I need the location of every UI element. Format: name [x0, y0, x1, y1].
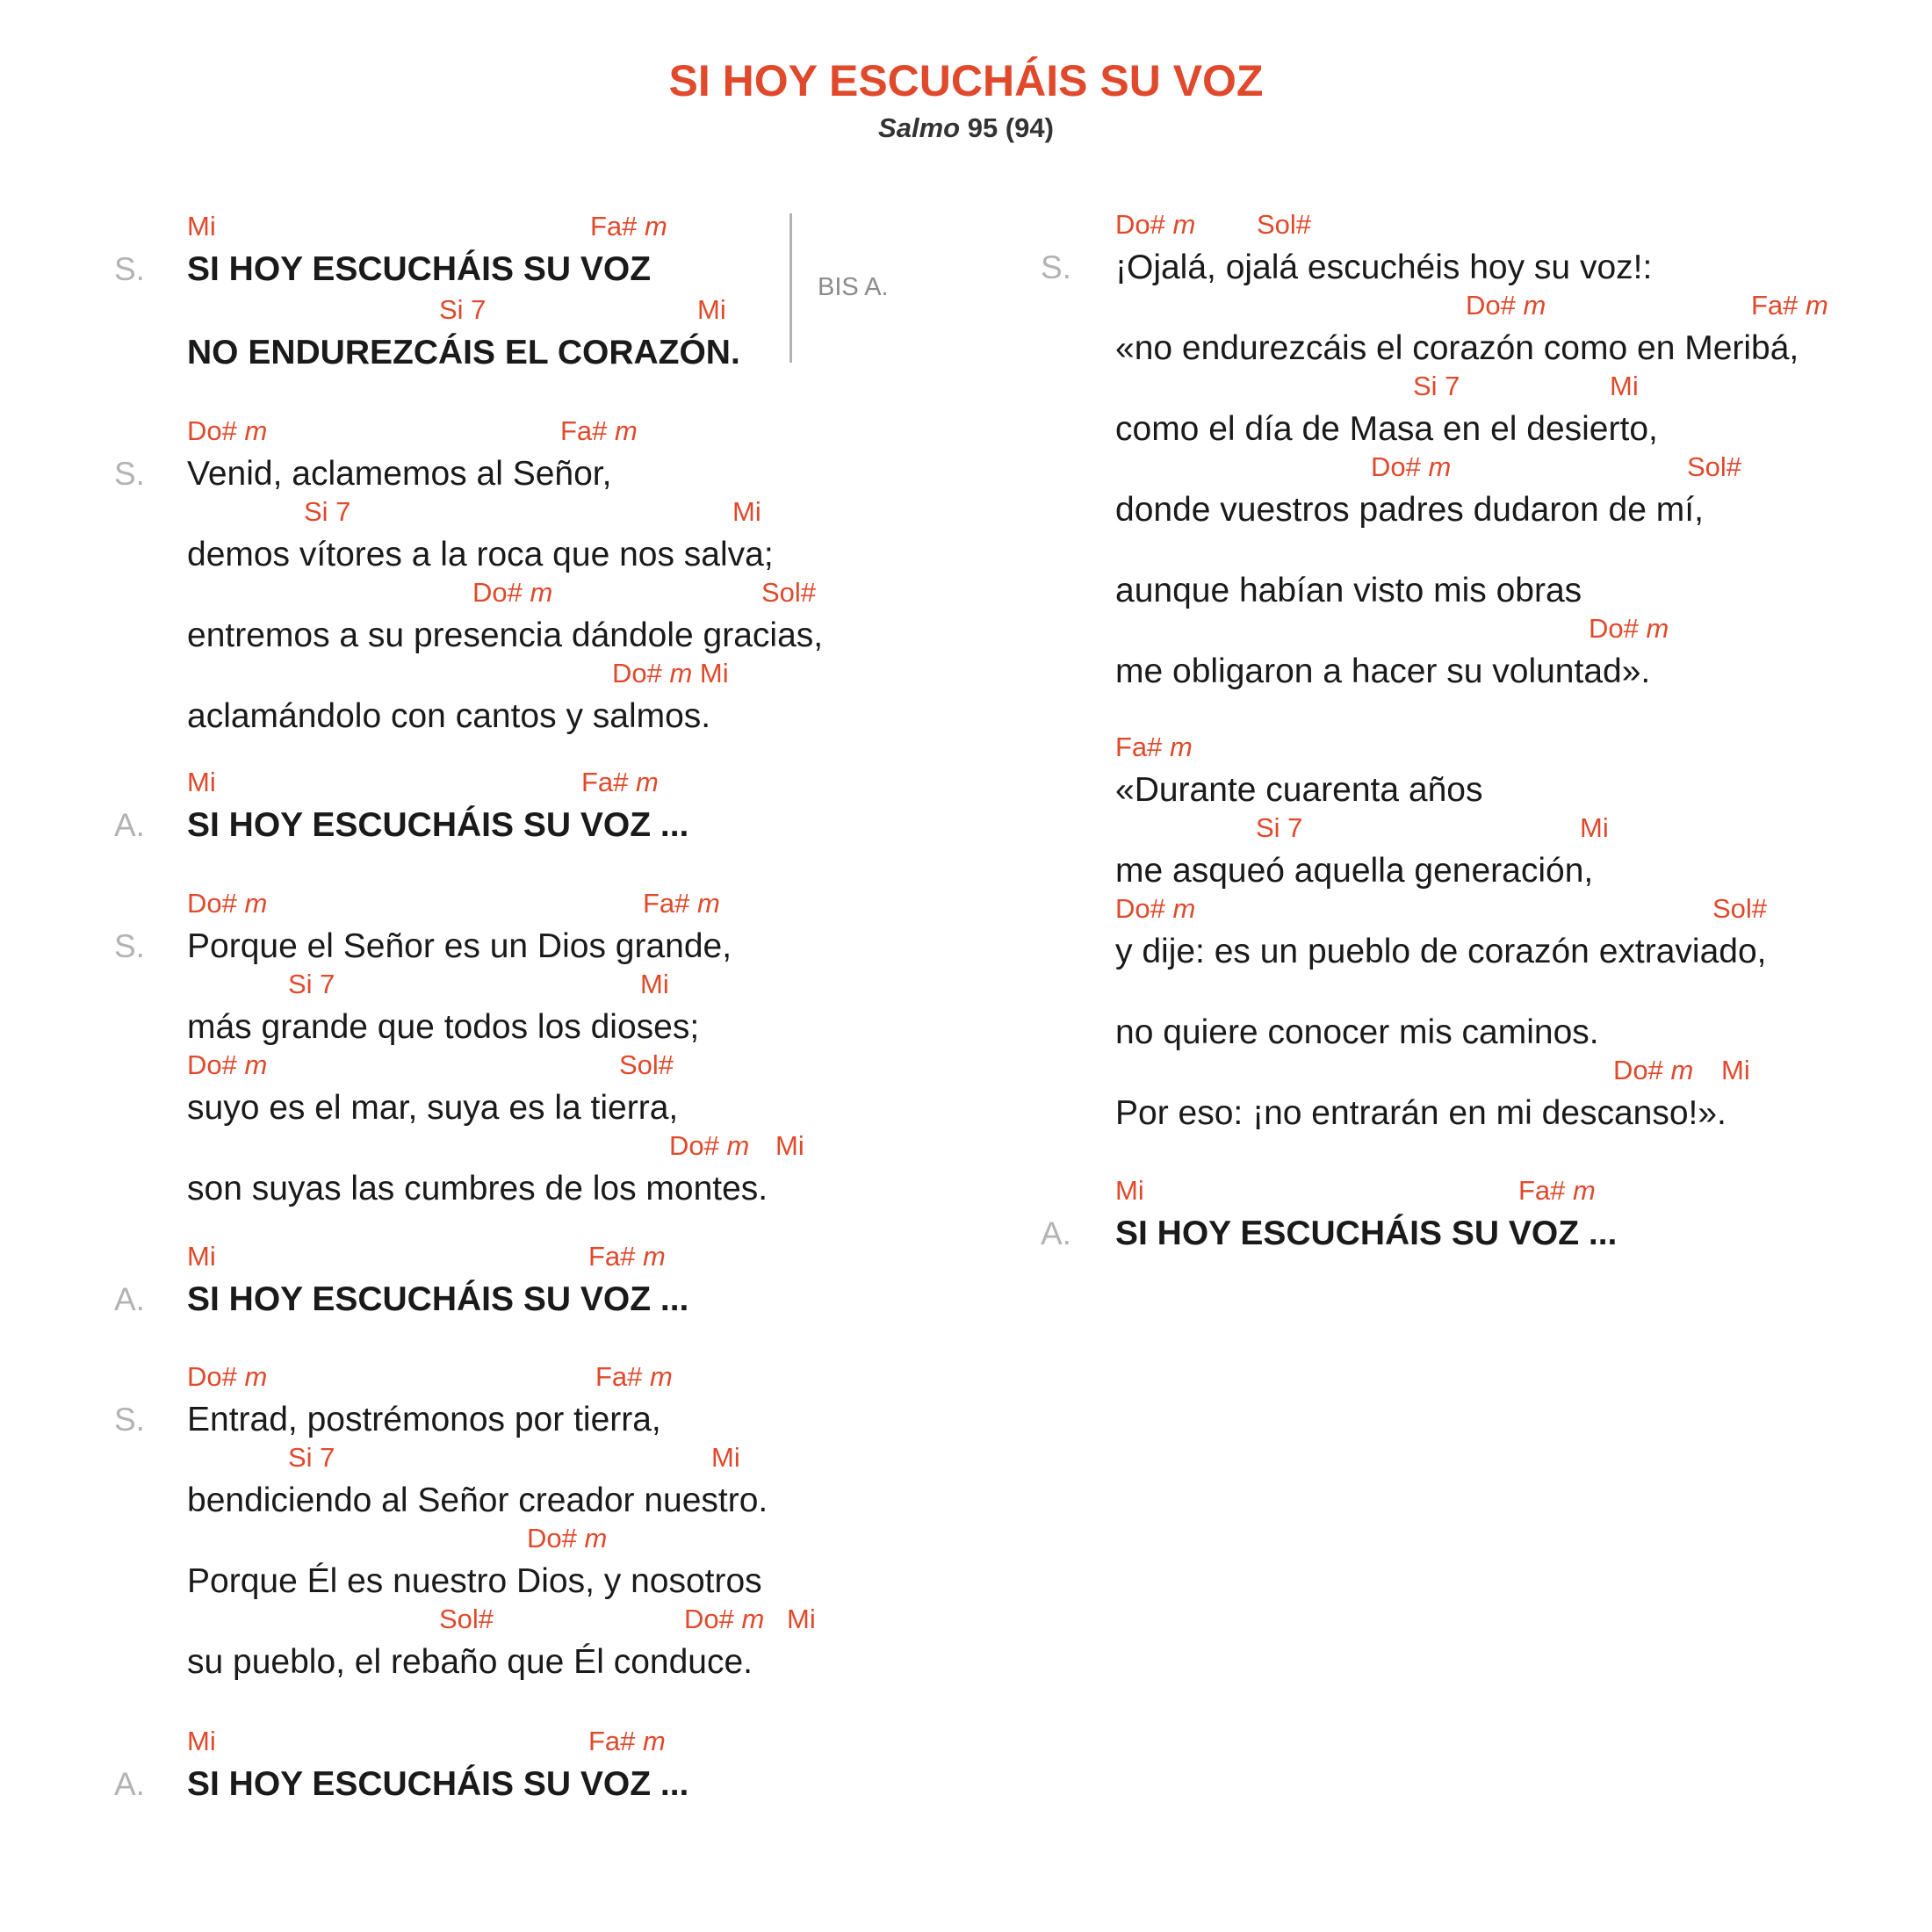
chord-label: Mi [187, 211, 216, 242]
lyric-line: y dije: es un pueblo de corazón extraviado, [1115, 933, 1767, 970]
lyric-line: demos vítores a la roca que nos salva; [187, 536, 774, 573]
section-marker: S. [114, 928, 145, 964]
chord-label: Mi [775, 1130, 804, 1161]
chord-label: Mi [187, 1726, 216, 1756]
lyric-line: SI HOY ESCUCHÁIS SU VOZ ... [187, 1765, 689, 1803]
song-subtitle [0, 111, 1932, 146]
section-marker: A. [114, 1281, 145, 1317]
chord-label: Mi [1580, 812, 1609, 843]
lyric-line: aunque habían visto mis obras [1115, 572, 1582, 609]
chord-label: Fa# m [1751, 290, 1828, 321]
lyric-line: donde vuestros padres dudaron de mí, [1115, 491, 1704, 529]
lyric-line: más grande que todos los dioses; [187, 1008, 700, 1046]
chord-label: Mi [1610, 371, 1639, 401]
section-marker: S. [114, 456, 145, 492]
lyric-line: son suyas las cumbres de los montes. [187, 1170, 768, 1208]
lyric-line: me asqueó aquella generación, [1115, 852, 1594, 890]
chord-label: Si 7 [1256, 812, 1303, 843]
lyric-line: SI HOY ESCUCHÁIS SU VOZ ... [187, 806, 689, 844]
lyric-line: aclamándolo con cantos y salmos. [187, 697, 711, 735]
lyric-line: su pueblo, el rebaño que Él conduce. [187, 1643, 753, 1681]
chord-label: Mi [640, 969, 669, 999]
chord-label: Do# m [669, 1130, 750, 1161]
chord-label: Fa# m [1518, 1175, 1596, 1206]
chord-label: Do# m [1115, 893, 1196, 924]
chord-label: Do# m [1613, 1055, 1694, 1085]
song-title: SI HOY ESCUCHÁIS SU VOZ [668, 56, 1264, 105]
chord-label: Do# m Mi [612, 658, 729, 688]
chord-label: Do# m [187, 1049, 268, 1080]
lyric-line: SI HOY ESCUCHÁIS SU VOZ [187, 250, 652, 288]
lyric-line: Porque Él es nuestro Dios, y nosotros [187, 1562, 762, 1600]
chord-label: Do# m [527, 1523, 608, 1554]
chord-label: Mi [1721, 1055, 1750, 1085]
subtitle-italic: Salmo [878, 112, 961, 143]
chord-label: Do# m [187, 888, 268, 919]
chord-label: Do# m [187, 1361, 268, 1392]
chord-label: Mi [697, 294, 726, 325]
lyric-line: SI HOY ESCUCHÁIS SU VOZ ... [1115, 1215, 1618, 1252]
lyric-line: SI HOY ESCUCHÁIS SU VOZ ... [187, 1280, 689, 1318]
chord-label: Mi [187, 1241, 216, 1272]
chord-label: Do# m [684, 1604, 765, 1634]
chord-label: Sol# [761, 577, 817, 608]
section-marker: S. [114, 251, 145, 287]
lyric-line: bendiciendo al Señor creador nuestro. [187, 1481, 768, 1519]
lyric-line: Porque el Señor es un Dios grande, [187, 927, 732, 965]
chord-label: Mi [187, 767, 216, 797]
chord-label: Mi [1115, 1175, 1144, 1206]
chord-label: Mi [732, 496, 761, 527]
chord-label: Si 7 [1413, 371, 1460, 401]
lyric-line: entremos a su presencia dándole gracias, [187, 616, 824, 654]
chord-label: Si 7 [304, 496, 351, 527]
lyric-line: Venid, aclamemos al Señor, [187, 455, 612, 493]
chord-label: Do# m [1589, 613, 1669, 644]
section-marker: S. [114, 1402, 145, 1438]
section-marker: S. [1041, 249, 1071, 285]
bis-label: BIS A. [818, 273, 889, 301]
chord-label: Fa# m [590, 211, 667, 242]
lyric-line: NO ENDUREZCÁIS EL CORAZÓN. [187, 334, 740, 371]
chord-label: Sol# [1712, 893, 1768, 924]
chord-label: Sol# [439, 1604, 494, 1634]
bis-divider [789, 213, 792, 363]
chord-label: Do# m [1371, 451, 1452, 482]
lyric-line: Entrad, postrémonos por tierra, [187, 1401, 661, 1438]
subtitle-number: 95 (94) [967, 112, 1054, 143]
chord-label: Fa# m [595, 1361, 673, 1392]
chord-label: Mi [787, 1604, 816, 1634]
chord-label: Sol# [1257, 209, 1312, 240]
chord-label: Sol# [1687, 451, 1742, 482]
chord-label: Fa# m [588, 1726, 666, 1756]
chord-label: Sol# [619, 1049, 674, 1080]
chord-label: Fa# m [560, 415, 638, 446]
section-marker: A. [1041, 1215, 1071, 1251]
section-marker: A. [114, 807, 145, 843]
lyric-line: suyo es el mar, suya es la tierra, [187, 1089, 679, 1127]
chord-label: Fa# m [581, 767, 659, 797]
chord-label: Si 7 [288, 969, 335, 999]
chord-label: Do# m [1466, 290, 1546, 321]
chord-label: Do# m [472, 577, 553, 608]
lyric-line: me obligaron a hacer su voluntad». [1115, 652, 1651, 690]
lyric-line: no quiere conocer mis caminos. [1115, 1013, 1599, 1051]
lyric-line: como el día de Masa en el desierto, [1115, 410, 1658, 448]
chord-label: Do# m [187, 415, 268, 446]
chord-label: Si 7 [288, 1442, 335, 1473]
lyric-line: «no endurezcáis el corazón como en Meribá, [1115, 329, 1799, 367]
chord-label: Do# m [1115, 209, 1196, 240]
chord-label: Si 7 [439, 294, 487, 325]
chord-label: Mi [711, 1442, 740, 1473]
chord-label: Fa# m [588, 1241, 666, 1272]
lyric-line: ¡Ojalá, ojalá escuchéis hoy su voz!: [1115, 249, 1653, 286]
chord-label: Fa# m [1115, 732, 1193, 762]
section-marker: A. [114, 1766, 145, 1802]
chord-label: Fa# m [643, 888, 720, 919]
lyric-line: «Durante cuarenta años [1115, 771, 1483, 809]
lyric-line: Por eso: ¡no entrarán en mi descanso!». [1115, 1094, 1727, 1132]
